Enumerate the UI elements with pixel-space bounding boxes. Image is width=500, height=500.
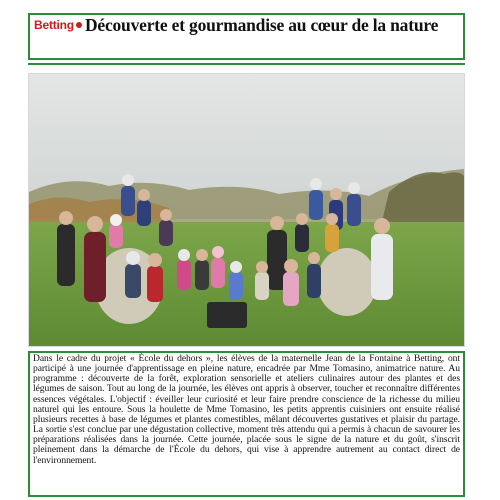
article-body-box [28,351,465,497]
headline-box [28,13,465,60]
kicker-bullet-icon [76,22,82,28]
article-headline [34,15,459,35]
article-body: Dans le cadre du projet « École du dehors », les élèves de la maternelle Jean de la Fontaine à Betting, ont participé à une journée d'apprentissage en pleine nature, encadrée par Mme Tomasino, animatrice nature. Au programme : découverte de la forêt, exploration sensorielle et ateliers culinaires autour des plantes et des légumes de saison. Tout au long de la journée, les élèves ont appris à observer, toucher et reconnaître différentes essences végétales. L'objectif : éveiller leur curiosité et leur faire prendre conscience de la richesse du milieu naturel qui les entoure. Sous la houlette de Mme Tomasino, les petits apprentis cuisiniers ont ensuite réalisé plusieurs recettes à base de légumes et plantes comestibles, mêlant découvertes gustatives et plaisir du partage. La sortie s'est conclue par une dégustation collective, moment très attendu qui a permis à chacun de savourer les préparations réalisées dans la journée. Cette journée, placée sous le signe de la nature et du goût, s'inscrit pleinement dans la démarche de l'École du dehors, qui vise à apprendre autrement au contact direct de l'environnement. [33,353,460,466]
hay-bale-right [317,248,377,316]
article-photo [28,73,465,347]
kicker-label: Betting [34,18,74,32]
group-photo-illustration [29,74,464,346]
headline-text: Découverte et gourmandise au cœur de la nature [84,15,439,35]
headline-divider [28,63,465,65]
